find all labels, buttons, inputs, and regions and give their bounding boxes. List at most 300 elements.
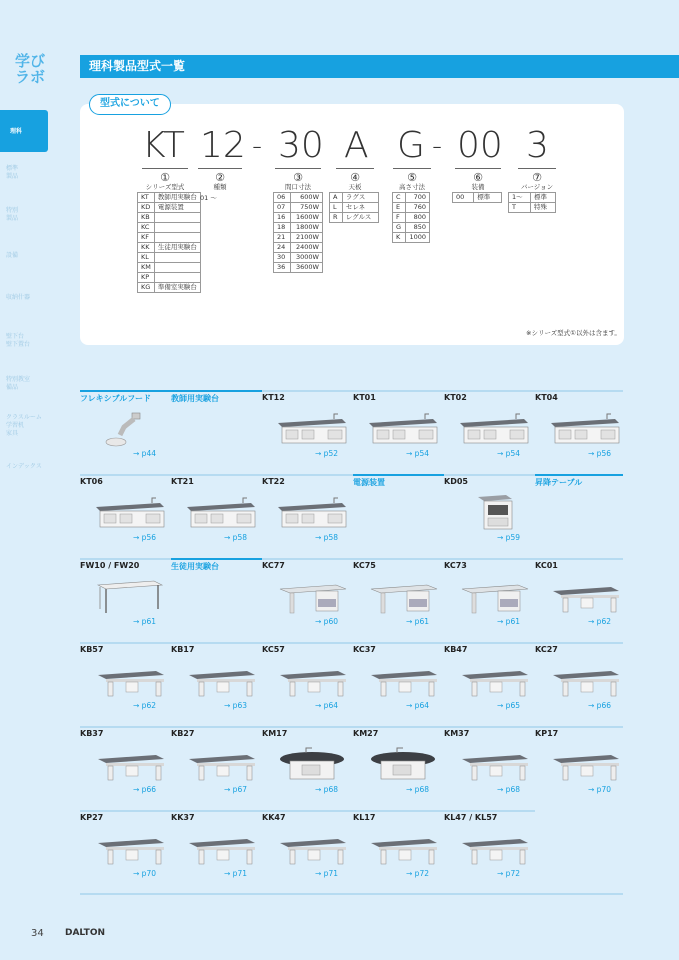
section-rule: [80, 726, 171, 728]
product-card[interactable]: [353, 393, 441, 463]
table-cell: ラグス: [342, 193, 378, 203]
page-link[interactable]: → p72: [497, 869, 520, 878]
product-card[interactable]: [535, 561, 623, 631]
product-image: [549, 663, 621, 699]
code-dash-2: -: [432, 129, 443, 162]
table-cell: [154, 253, 200, 263]
product-image: [94, 831, 166, 867]
product-image: [549, 747, 621, 783]
page-link[interactable]: → p65: [497, 701, 520, 710]
equip-table: [452, 192, 502, 203]
product-card[interactable]: [171, 645, 259, 715]
product-name: KC75: [353, 561, 376, 570]
table-cell: KD: [138, 203, 155, 213]
table-cell: 00: [453, 193, 474, 203]
table-cell: KC: [138, 223, 155, 233]
product-name: フレキシブルフード: [80, 394, 152, 403]
table-cell: 3600W: [290, 263, 322, 273]
sidebar-item-storage[interactable]: 収納什器: [6, 294, 31, 301]
kind-value: 01 ～: [200, 194, 217, 202]
table-cell: 1600W: [290, 213, 322, 223]
section-rule: [444, 810, 535, 812]
table-cell: 36: [274, 263, 291, 273]
product-name: KT21: [171, 477, 194, 486]
product-card[interactable]: [444, 813, 532, 883]
product-image: [367, 747, 439, 783]
section-rule: [444, 390, 535, 392]
page-link[interactable]: → p61: [497, 617, 520, 626]
table-cell: 教師用実験台: [154, 193, 200, 203]
product-name: KT02: [444, 393, 467, 402]
table-cell: K: [393, 233, 406, 243]
table-cell: [154, 273, 200, 283]
sidebar-item-special-room[interactable]: 特別教室 備品: [6, 376, 31, 391]
table-cell: [154, 233, 200, 243]
section-rule: [262, 390, 353, 392]
product-image: [276, 579, 348, 615]
table-cell: A: [330, 193, 343, 203]
product-image: [185, 747, 257, 783]
product-card[interactable]: [80, 561, 168, 631]
product-name: FW10 / FW20: [80, 561, 140, 570]
table-row: [138, 283, 201, 293]
table-row: [330, 203, 379, 213]
product-name: 電源装置: [353, 478, 385, 487]
table-cell: 24: [274, 243, 291, 253]
product-image: [94, 579, 166, 615]
underline: [518, 168, 556, 169]
product-image: [549, 411, 621, 447]
product-image: [458, 747, 530, 783]
code-height: G: [397, 125, 425, 166]
column-version: ⑦ バージョン: [520, 171, 554, 191]
product-image: [94, 495, 166, 531]
section-rule: [353, 642, 444, 644]
product-name: KL47 / KL57: [444, 813, 498, 822]
page-link[interactable]: → p71: [315, 869, 338, 878]
section-rule: [353, 810, 444, 812]
page-link[interactable]: → p54: [497, 449, 520, 458]
code-kind: 12: [200, 125, 246, 166]
table-cell: 16: [274, 213, 291, 223]
sidebar-item-classroom[interactable]: クラスルーム 学習机 家具: [6, 414, 42, 437]
product-name: KT04: [535, 393, 558, 402]
table-row: [393, 203, 430, 213]
product-image: [458, 411, 530, 447]
product-image: [549, 579, 621, 615]
table-cell: KP: [138, 273, 155, 283]
product-image: [276, 747, 348, 783]
code-version: 3: [526, 125, 549, 166]
section-rule: [171, 558, 262, 560]
table-row: [138, 223, 201, 233]
section-rule: [353, 726, 444, 728]
section-rule: [262, 810, 353, 812]
table-cell: 600W: [290, 193, 322, 203]
table-cell: KF: [138, 233, 155, 243]
table-cell: 760: [405, 203, 429, 213]
category-heading[interactable]: [80, 393, 168, 463]
section-rule: [535, 642, 623, 644]
table-cell: KK: [138, 243, 155, 253]
section-rule: [353, 558, 444, 560]
section-rule: [80, 390, 171, 392]
product-image: [185, 663, 257, 699]
underline: [142, 168, 188, 169]
product-image: [276, 663, 348, 699]
table-cell: セレネ: [342, 203, 378, 213]
product-name: KT01: [353, 393, 376, 402]
product-card[interactable]: [171, 729, 259, 799]
product-card[interactable]: [444, 561, 532, 631]
product-image: [276, 411, 348, 447]
sidebar-logo: 学び ラボ: [14, 52, 45, 86]
product-image: [185, 495, 257, 531]
product-image: [458, 579, 530, 615]
table-row: [330, 193, 379, 203]
table-cell: F: [393, 213, 406, 223]
product-card[interactable]: [535, 645, 623, 715]
underline: [198, 168, 242, 169]
product-image: [94, 411, 166, 447]
table-cell: G: [393, 223, 406, 233]
product-name: KT22: [262, 477, 285, 486]
table-row: [274, 263, 323, 273]
product-name: 生徒用実験台: [171, 562, 219, 571]
section-rule: [262, 726, 353, 728]
table-row: [330, 213, 379, 223]
product-name: KP17: [535, 729, 559, 738]
page-link[interactable]: → p64: [315, 701, 338, 710]
section-rule: [444, 726, 535, 728]
product-card[interactable]: [262, 561, 350, 631]
column-series: ① シリーズ型式: [145, 171, 185, 191]
page-link[interactable]: → p70: [588, 785, 611, 794]
product-name: KP27: [80, 813, 104, 822]
section-rule: [171, 474, 262, 476]
product-card[interactable]: [353, 561, 441, 631]
product-card[interactable]: [262, 813, 350, 883]
table-row: [393, 223, 430, 233]
table-row: [138, 263, 201, 273]
section-rule: [535, 558, 623, 560]
page-link[interactable]: → p56: [588, 449, 611, 458]
code-width: 30: [278, 125, 324, 166]
table-cell: 生徒用実験台: [154, 243, 200, 253]
product-image: [458, 663, 530, 699]
underline: [455, 168, 501, 169]
note: ※シリーズ型式①以外は含ます。: [526, 329, 621, 337]
product-card[interactable]: [444, 393, 532, 463]
product-name: KD05: [444, 477, 468, 486]
product-name: KK47: [262, 813, 286, 822]
underline: [393, 168, 431, 169]
product-name: KT06: [80, 477, 103, 486]
table-row: [393, 213, 430, 223]
table-cell: 3000W: [290, 253, 322, 263]
section-rule: [535, 474, 623, 476]
product-card[interactable]: [353, 645, 441, 715]
page-link[interactable]: → p58: [315, 533, 338, 542]
page-link[interactable]: → p71: [224, 869, 247, 878]
product-name: KC27: [535, 645, 558, 654]
bottom-rule: [80, 893, 623, 895]
page-link[interactable]: → p61: [133, 617, 156, 626]
section-rule: [444, 474, 535, 476]
product-card[interactable]: [80, 729, 168, 799]
product-name: 昇降テーブル: [535, 478, 583, 487]
product-card[interactable]: [80, 645, 168, 715]
product-name: KB17: [171, 645, 195, 654]
version-table: [508, 192, 556, 213]
page-link[interactable]: → p62: [588, 617, 611, 626]
table-row: [138, 193, 201, 203]
table-row: [274, 243, 323, 253]
page-link[interactable]: → p68: [406, 785, 429, 794]
width-table: [273, 192, 323, 273]
product-name: KB27: [171, 729, 195, 738]
category-heading: [171, 393, 259, 463]
table-cell: 700: [405, 193, 429, 203]
table-row: [393, 233, 430, 243]
column-kind: ② 種類: [213, 171, 227, 191]
table-row: [509, 203, 556, 213]
section-label: 型式について: [89, 94, 171, 115]
page-title: 理科製品型式一覧: [80, 55, 679, 78]
table-cell: T: [509, 203, 531, 213]
column-width: ③ 間口寸法: [285, 171, 311, 191]
code-equip: 00: [457, 125, 503, 166]
top-table: [329, 192, 379, 223]
product-image: [458, 495, 530, 531]
table-row: [274, 223, 323, 233]
product-image: [367, 579, 439, 615]
section-rule: [80, 474, 171, 476]
table-cell: 800: [405, 213, 429, 223]
product-card[interactable]: [262, 477, 350, 547]
product-card[interactable]: [535, 393, 623, 463]
height-table: [392, 192, 430, 243]
product-image: [276, 495, 348, 531]
underline: [336, 168, 374, 169]
section-rule: [171, 726, 262, 728]
table-cell: KB: [138, 213, 155, 223]
product-name: KL17: [353, 813, 376, 822]
table-row: [138, 253, 201, 263]
code-series: KT: [142, 125, 185, 166]
section-rule: [80, 642, 171, 644]
product-name: KC77: [262, 561, 285, 570]
section-rule: [171, 642, 262, 644]
section-rule: [535, 726, 623, 728]
code-top: A: [344, 125, 369, 166]
table-cell: [154, 263, 200, 273]
sidebar-item-equipment[interactable]: 設備: [6, 252, 19, 259]
product-name: KB37: [80, 729, 104, 738]
product-image: [458, 831, 530, 867]
table-row: [138, 233, 201, 243]
table-cell: KM: [138, 263, 155, 273]
product-name: KM17: [262, 729, 288, 738]
product-name: KC73: [444, 561, 467, 570]
table-cell: 標準: [531, 193, 556, 203]
table-cell: 特殊: [531, 203, 556, 213]
table-cell: 06: [274, 193, 291, 203]
product-card[interactable]: [171, 813, 259, 883]
product-name: KC01: [535, 561, 558, 570]
section-rule: [353, 390, 444, 392]
table-cell: 750W: [290, 203, 322, 213]
category-heading: [171, 561, 259, 631]
table-cell: [154, 223, 200, 233]
page-link[interactable]: → p62: [133, 701, 156, 710]
table-row: [274, 203, 323, 213]
section-rule: [444, 642, 535, 644]
table-row: [138, 243, 201, 253]
page-link[interactable]: → p58: [224, 533, 247, 542]
table-row: [509, 193, 556, 203]
page-link[interactable]: → p54: [406, 449, 429, 458]
table-row: [274, 193, 323, 203]
table-cell: L: [330, 203, 343, 213]
table-cell: KL: [138, 253, 155, 263]
table-cell: 電源装置: [154, 203, 200, 213]
section-rule: [444, 558, 535, 560]
page-link[interactable]: → p66: [133, 785, 156, 794]
table-row: [138, 273, 201, 283]
category-heading: [535, 477, 623, 547]
product-card[interactable]: [353, 813, 441, 883]
table-row: [393, 193, 430, 203]
product-card[interactable]: [444, 645, 532, 715]
table-cell: KG: [138, 283, 155, 293]
sidebar-item-standard[interactable]: 標準 製品: [6, 165, 19, 180]
underline: [275, 168, 321, 169]
section-rule: [353, 474, 444, 476]
page-link[interactable]: → p67: [224, 785, 247, 794]
sidebar: [0, 0, 52, 960]
table-row: [274, 253, 323, 263]
product-card[interactable]: [444, 477, 532, 547]
section-rule: [262, 558, 353, 560]
product-card[interactable]: [171, 477, 259, 547]
page-link[interactable]: → p44: [133, 449, 156, 458]
table-row: [274, 213, 323, 223]
product-card[interactable]: [80, 813, 168, 883]
page-link[interactable]: → p68: [315, 785, 338, 794]
table-cell: KT: [138, 193, 155, 203]
product-card[interactable]: [444, 729, 532, 799]
product-name: KB47: [444, 645, 468, 654]
table-cell: 21: [274, 233, 291, 243]
product-image: [94, 663, 166, 699]
page-number: 34: [31, 928, 44, 939]
product-name: KC57: [262, 645, 285, 654]
category-heading: [353, 477, 441, 547]
sidebar-item-wall[interactable]: 壁下台 壁下置台: [6, 333, 31, 348]
table-cell: R: [330, 213, 343, 223]
table-cell: 2100W: [290, 233, 322, 243]
page-link[interactable]: → p70: [133, 869, 156, 878]
product-card[interactable]: [262, 729, 350, 799]
column-top: ④ 天板: [348, 171, 362, 191]
table-cell: 1000: [405, 233, 429, 243]
product-card[interactable]: [262, 393, 350, 463]
page-link[interactable]: → p52: [315, 449, 338, 458]
table-cell: 18: [274, 223, 291, 233]
section-rule: [262, 642, 353, 644]
product-name: KT12: [262, 393, 285, 402]
product-card[interactable]: [262, 645, 350, 715]
product-name: 教師用実験台: [171, 394, 219, 403]
product-name: KK37: [171, 813, 195, 822]
product-name: KB57: [80, 645, 104, 654]
table-cell: 1800W: [290, 223, 322, 233]
series-table: [137, 192, 201, 293]
page-link[interactable]: → p61: [406, 617, 429, 626]
product-card[interactable]: [80, 477, 168, 547]
table-cell: 850: [405, 223, 429, 233]
page-link[interactable]: → p60: [315, 617, 338, 626]
page-link[interactable]: → p66: [588, 701, 611, 710]
section-rule: [171, 390, 262, 392]
table-cell: 標準: [474, 193, 502, 203]
brand-logo: DALTON: [65, 928, 106, 938]
table-cell: レグルス: [342, 213, 378, 223]
table-row: [138, 203, 201, 213]
table-cell: E: [393, 203, 406, 213]
section-rule: [80, 558, 171, 560]
page-link[interactable]: → p59: [497, 533, 520, 542]
code-dash: -: [252, 129, 263, 162]
product-name: KM27: [353, 729, 379, 738]
product-image: [367, 411, 439, 447]
table-cell: 準備室実験台: [154, 283, 200, 293]
page-link[interactable]: → p56: [133, 533, 156, 542]
sidebar-item-science[interactable]: 理科: [0, 110, 48, 152]
table-row: [138, 213, 201, 223]
table-cell: 2400W: [290, 243, 322, 253]
product-image: [94, 747, 166, 783]
table-row: [274, 233, 323, 243]
table-cell: C: [393, 193, 406, 203]
product-image: [367, 831, 439, 867]
product-name: KM37: [444, 729, 470, 738]
sidebar-item-index[interactable]: インデックス: [6, 463, 42, 470]
product-card[interactable]: [535, 729, 623, 799]
sidebar-item-special[interactable]: 特別 製品: [6, 207, 19, 222]
page-link[interactable]: → p64: [406, 701, 429, 710]
table-cell: 07: [274, 203, 291, 213]
product-card[interactable]: [353, 729, 441, 799]
page-link[interactable]: → p63: [224, 701, 247, 710]
column-equip: ⑥ 装備: [471, 171, 485, 191]
table-row: [453, 193, 502, 203]
product-image: [367, 663, 439, 699]
section-rule: [171, 810, 262, 812]
table-cell: 1～: [509, 193, 531, 203]
product-image: [276, 831, 348, 867]
page-link[interactable]: → p72: [406, 869, 429, 878]
page-link[interactable]: → p68: [497, 785, 520, 794]
section-rule: [80, 810, 171, 812]
section-rule: [535, 390, 623, 392]
table-cell: [154, 213, 200, 223]
product-image: [185, 831, 257, 867]
section-rule: [262, 474, 353, 476]
column-height: ⑤ 高さ寸法: [399, 171, 425, 191]
product-name: KC37: [353, 645, 376, 654]
